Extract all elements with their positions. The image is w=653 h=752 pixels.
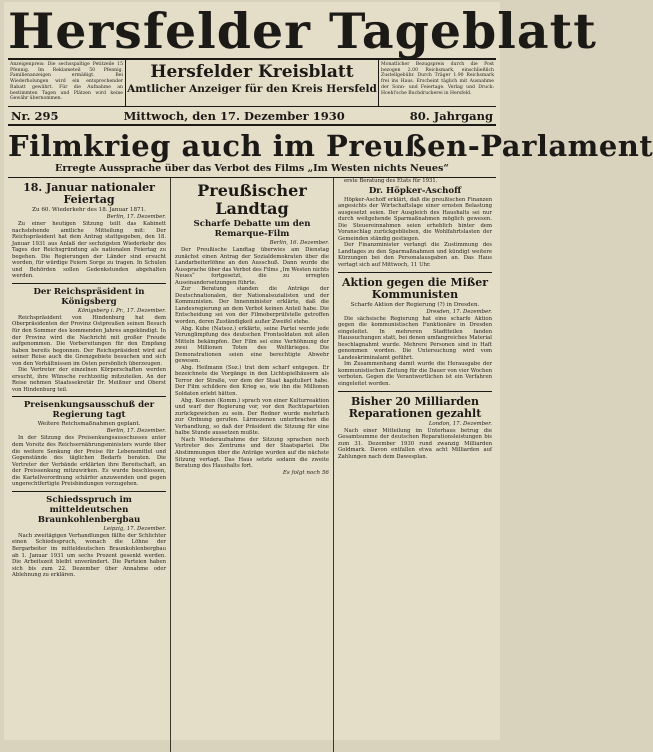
- article-heading: Schiedsspruch im mitteldeutschen Braunkohlenbergbau: [37, 494, 141, 525]
- column-middle: [170, 178, 333, 752]
- article-heading: Preisenkungsausschuß der Regierung tagt: [23, 400, 155, 421]
- continuation-note: Es folgt noch 56: [282, 469, 329, 476]
- dateline: [8, 107, 496, 126]
- article-paragraph: Höpker-Aschoff erklärt, daß die preußischen Finanzen angesichts der Wirtschaftslage einer ernsten Belastung ausgesetzt seien. Der Ausgleich des Haushalts sei nur durch weitgehende Sparmaßnahmen möglich gewesen. Die Steuereinnahmen seien erheblich hinter dem Voranschlag zurückgeblieben, die Wohlfahrtslasten der Gemeinden ständig gestiegen.: [338, 196, 492, 242]
- article-heading: 18. Januar nationaler Feiertag: [23, 181, 155, 206]
- article-dateline: Dresden, 17. Dezember.: [426, 308, 492, 315]
- article-subheading: Scharfe Aktion der Regierung (?) in Dresden.: [350, 301, 480, 308]
- article-heading: Aktion gegen die Mißer Kommunisten: [342, 275, 488, 301]
- article-heading: Preußischer Landtag: [197, 181, 307, 218]
- article-subheading: Scharfe Debatte um den Remarque-Film: [193, 219, 311, 239]
- article-dateline: Berlin, 16. Dezember.: [269, 240, 329, 246]
- article-paragraph: Im Zusammenhang damit wurde die Herausgabe der kommunistischen Zeitung für die Dauer von vier Wochen verboten. Gegen die Verantwortlichen ist ein Verfahren eingeleitet worden.: [338, 361, 492, 388]
- article-subheading: Weitere Reichsmaßnahmen geplant.: [37, 421, 141, 428]
- article-heading: Bisher 20 Milliarden Reparationen gezahlt: [348, 394, 482, 420]
- article-subheading: Zu 60. Wiederkehr des 18. Januar 1871.: [32, 207, 146, 213]
- article-paragraph: Der Finanzminister verlangt die Zustimmung des Landtages zu den Sparmaßnahmen und kündigt weitere Kürzungen bei den Personalausgaben an. Das Haus vertagt sich auf Mittwoch, 11 Uhr.: [338, 242, 492, 269]
- article-dateline: London, 17. Dezember.: [428, 420, 492, 427]
- right-ear-subscription: Monatlicher Bezugspreis durch die Post bezogen 2.00 Reichsmark, einschließlich Zustellgebühr. Durch Träger 1.90 Reichsmark frei ins Haus. Erscheint täglich mit Ausnahme der Sonn- und Feiertage. Verlag und Druck: Hoehl'sche Buchdruckerei in Hersfeld.: [378, 60, 496, 106]
- article-paragraph: Nach zweitägigen Verhandlungen fällte der Schlichter einen Schiedsspruch, wonach die Löhne der Bergarbeiter im mitteldeutschen Braunkohlenbergbau ab 1. Januar 1931 um sechs Prozent gesenkt werden. Die Arbeitszeit bleibt unverändert. Die Parteien haben sich bis zum 22. Dezember über Annahme oder Ablehnung zu erklären.: [12, 532, 166, 579]
- article-paragraph: Der Preußische Landtag überwies am Dienstag zunächst einen Antrag der Sozialdemokraten über die Landarbeiterlöhne an den Ausschuß. Dann wurde die Aussprache über das Verbot des Films „Im Westen nichts Neues“ fortgesetzt, die zu erregten Auseinandersetzungen führte.: [175, 247, 329, 286]
- subhead-center: [126, 60, 378, 106]
- subhead-band: [8, 58, 496, 107]
- article-heading: Der Reichspräsident in Königsberg: [33, 286, 145, 307]
- left-ear-ad-prices: Anzeigenpreis: Die sechsspaltige Petitzeile 15 Pfennig. Im Reklameteil 50 Pfennig. Familienanzeigen ermäßigt. Bei Wiederholungen wird ein entsprechender Rabatt gewährt. Für die Aufnahme an bestimmten Tagen und Plätzen wird keine Gewähr übernommen.: [8, 60, 126, 106]
- article-paragraph: Zur Beratung standen die Anträge der Deutschnationalen, der Nationalsozialisten und der Kommunisten. Der Innenminister erklärte, daß die Landesregierung an dem Verbot keinen Anteil habe. Die Entscheidung sei von der Filmoberprüfstelle getroffen worden, deren Zuständigkeit außer Zweifel stehe.: [175, 286, 329, 326]
- article-dateline: Königsberg i. Pr., 17. Dezember.: [77, 307, 166, 314]
- article-paragraph: Abg. Koenen (Komm.) sprach von einer Kulturreaktion und warf der Regierung vor, vor den Rechtsparteien zurückgewichen zu sein. Der Redner wurde mehrfach zur Ordnung gerufen. Lärmszenen unterbrachen die Verhandlung, so daß der Präsident die Sitzung für eine halbe Stunde aussetzen mußte.: [175, 397, 329, 437]
- divider: [338, 391, 492, 392]
- article-paragraph: Abg. Heilmann (Soz.) trat dem scharf entgegen. Er bezeichnete die Vorgänge in den Lichtspielhäusern als Terror der Straße, vor dem der Staat kapituliert habe. Der Film schildere den Krieg so, wie ihn die Millionen Soldaten erlebt hätten.: [175, 364, 329, 398]
- volume-year: 80. Jahrgang: [409, 108, 493, 123]
- lead-kicker: Erregte Aussprache über das Verbot des Films „Im Westen nichts Neues“: [8, 163, 496, 178]
- article-dateline: Berlin, 17. Dezember.: [106, 214, 166, 220]
- masthead-title: Hersfelder Tageblatt: [8, 2, 597, 60]
- issue-date: Mittwoch, den 17. Dezember 1930: [123, 108, 345, 123]
- lead-headline: Filmkrieg auch im Preußen-Parlament: [8, 129, 653, 163]
- article-paragraph: Nach einer Mitteilung im Unterhaus betrug die Gesamtsumme der deutschen Reparationsleistungen bis zum 31. Dezember 1930 rund zwanzig Milliarden Goldmark. Davon entfallen etwa acht Milliarden auf Zahlungen nach dem Dawesplan.: [338, 427, 492, 460]
- article-dateline: Leipzig, 17. Dezember.: [103, 525, 166, 532]
- divider: [12, 491, 166, 492]
- newspaper-page: [4, 2, 653, 740]
- article-paragraph: Abg. Kube (Natsoz.) erklärte, seine Partei werde jede Verunglimpfung des deutschen Frontsoldaten mit allen Mitteln bekämpfen. Der Film sei eine Verhöhnung der zwei Millionen Toten des Weltkrieges. Die Demonstrationen seien eine berechtigte Abwehr gewesen.: [175, 325, 329, 365]
- column-right: [333, 178, 496, 752]
- divider: [12, 283, 166, 284]
- anzeiger-subtitle: Amtlicher Anzeiger für den Kreis Hersfeld: [127, 83, 377, 95]
- article-paragraph: Zu einer heutigen Sitzung teilt das Kabinett nachstehende amtliche Mitteilung mit: Der Reichspräsident hat dem Antrag stattgegeben, den 18. Januar 1931 aus Anlaß der sechzigsten Wiederkehr des Tages der Reichsgründung als nationalen Feiertag zu begehen. Die Regierungen der Länder sind ersucht worden, für würdige Feiern Sorge zu tragen. In Schulen und Behörden sollen Gedenkstunden abgehalten werden.: [12, 221, 166, 280]
- kreisblatt-title: Hersfelder Kreisblatt: [150, 62, 354, 82]
- article-dateline: Berlin, 17. Dezember.: [106, 428, 166, 435]
- article-paragraph: Reichspräsident von Hindenburg hat dem Oberpräsidenten der Provinz Ostpreußen seinen Besuch für den Sommer des kommenden Jahres angekündigt. In der Provinz wird die Nachricht mit großer Freude aufgenommen. Die Vorbereitungen für den Empfang haben bereits begonnen. Der Reichspräsident wird auf seiner Reise auch die Grenzgebiete besuchen und sich von den Verhältnissen im Osten persönlich überzeugen.: [12, 314, 166, 367]
- divider: [338, 272, 492, 273]
- article-paragraph: Die Vertreter der einzelnen Körperschaften werden ersucht, ihre Wünsche rechtzeitig mitzuteilen. An der Reise nehmen Staatssekretär Dr. Meißner und Oberst von Hindenburg teil.: [12, 367, 166, 393]
- column-left: [8, 178, 170, 752]
- article-paragraph: erste Beratung des Etats für 1931.: [344, 178, 438, 184]
- article-heading: Dr. Höpker-Aschoff: [368, 185, 462, 196]
- divider: [12, 396, 166, 397]
- article-paragraph: Nach Wiederaufnahme der Sitzung sprachen noch Vertreter des Zentrums und der Staatspartei. Die Abstimmungen über die Anträge wurden auf die nächste Sitzung vertagt. Das Haus setzte sodann die zweite Beratung des Haushalts fort.: [175, 436, 329, 470]
- article-paragraph: In der Sitzung des Preisenkungsausschusses unter dem Vorsitz des Reichsernährungsministers wurde über die weitere Senkung der Preise für Lebensmittel und Gegenstände des täglichen Bedarfs beraten. Die Vertreter der Verbände erklärten ihre Bereitschaft, an der Preissenkung mitzuwirken. Es wurde beschlossen, die Kartellverordnung schärfer anzuwenden und gegen ungerechtfertigte Preisbindungen vorzugehen.: [12, 435, 166, 488]
- article-paragraph: Die sächsische Regierung hat eine scharfe Aktion gegen die kommunistischen Funktionäre in Dresden eingeleitet. In mehreren Stadtteilen fanden Haussuchungen statt, bei denen umfangreiches Material beschlagnahmt wurde. Mehrere Personen sind in Haft genommen worden. Die Untersuchung wird vom Landeskriminalamt geführt.: [338, 315, 492, 361]
- issue-number: Nr. 295: [11, 108, 59, 123]
- article-columns: [8, 178, 496, 752]
